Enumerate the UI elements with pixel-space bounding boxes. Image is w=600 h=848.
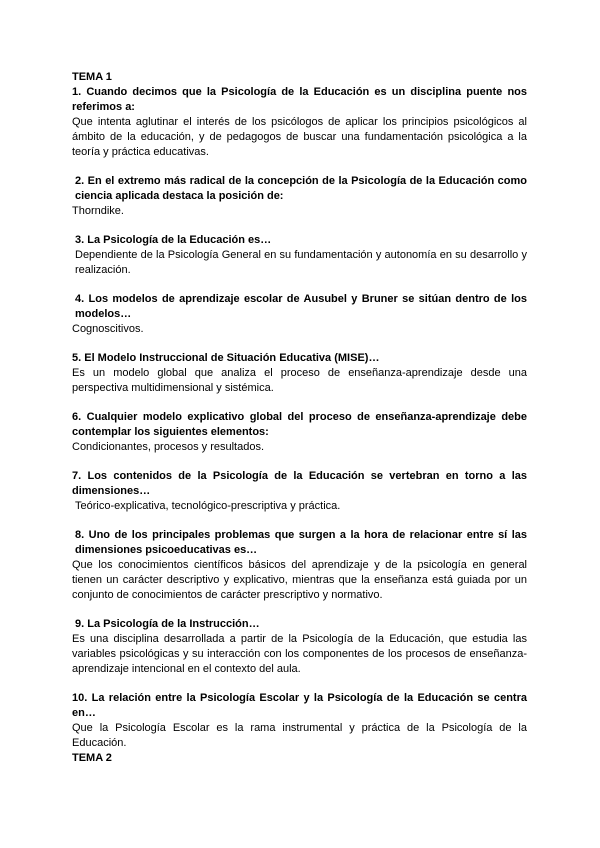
document-page [72,70,527,766]
answer-5: Es un modelo global que analiza el proceso de enseñanza-aprendizaje desde una perspectiva multidimensional y sistémica. [72,367,527,394]
answer-9: Es una disciplina desarrollada a partir de la Psicología de la Educación, que estudia las variables psicológicas y su interacción con los componentes de los procesos de enseñanza-aprendizaje intencional en el contexto del aula. [72,633,527,675]
answer-4: Cognoscitivos. [72,323,144,335]
question-4: 4. Los modelos de aprendizaje escolar de Ausubel y Bruner se sitúan dentro de los modelos… [75,293,527,320]
qa-item-9 [72,617,527,677]
question-10: 10. La relación entre la Psicología Escolar y la Psicología de la Educación se centra en… [72,692,527,719]
answer-2: Thorndike. [72,205,124,217]
answer-3: Dependiente de la Psicología General en su fundamentación y autonomía en su desarrollo y realización. [75,249,527,276]
qa-item-6 [72,410,527,455]
question-5: 5. El Modelo Instruccional de Situación Educativa (MISE)… [72,352,380,364]
answer-1: Que intenta aglutinar el interés de los psicólogos de aplicar los principios psicológicos al ámbito de la educación, y de pedagogos de buscar una fundamentación psicológica a la teoría y práctica educativas. [72,116,527,158]
qa-item-8 [72,528,527,603]
qa-item-1 [72,85,527,160]
answer-8: Que los conocimientos científicos básicos del aprendizaje y de la psicología en general tienen un carácter descriptivo y explicativo, mientras que la enseñanza está guiada por un conjunto de conocimientos de carácter prescriptivo y normativo. [72,559,527,601]
qa-item-2 [72,174,527,219]
qa-item-7 [72,469,527,514]
question-2: 2. En el extremo más radical de la concepción de la Psicología de la Educación como ciencia aplicada destaca la posición de: [75,175,527,202]
question-9: 9. La Psicología de la Instrucción… [75,618,260,630]
answer-7: Teórico-explicativa, tecnológico-prescriptiva y práctica. [75,500,341,512]
question-6: 6. Cualquier modelo explicativo global del proceso de enseñanza-aprendizaje debe contemplar los siguientes elementos: [72,411,527,438]
section-heading-tema-2: TEMA 2 [72,752,112,764]
question-7: 7. Los contenidos de la Psicología de la Educación se vertebran en torno a las dimensiones… [72,470,527,497]
question-1: 1. Cuando decimos que la Psicología de la Educación es un disciplina puente nos referimos a: [72,86,527,113]
qa-item-10 [72,691,527,751]
qa-item-3 [72,233,527,278]
question-8: 8. Uno de los principales problemas que surgen a la hora de relacionar entre sí las dimensiones psicoeducativas es… [75,529,527,556]
answer-10: Que la Psicología Escolar es la rama instrumental y práctica de la Psicología de la Educación. [72,722,527,749]
section-heading-tema-1: TEMA 1 [72,71,112,83]
qa-item-5 [72,351,527,396]
answer-6: Condicionantes, procesos y resultados. [72,441,264,453]
qa-item-4 [72,292,527,337]
question-3: 3. La Psicología de la Educación es… [75,234,272,246]
